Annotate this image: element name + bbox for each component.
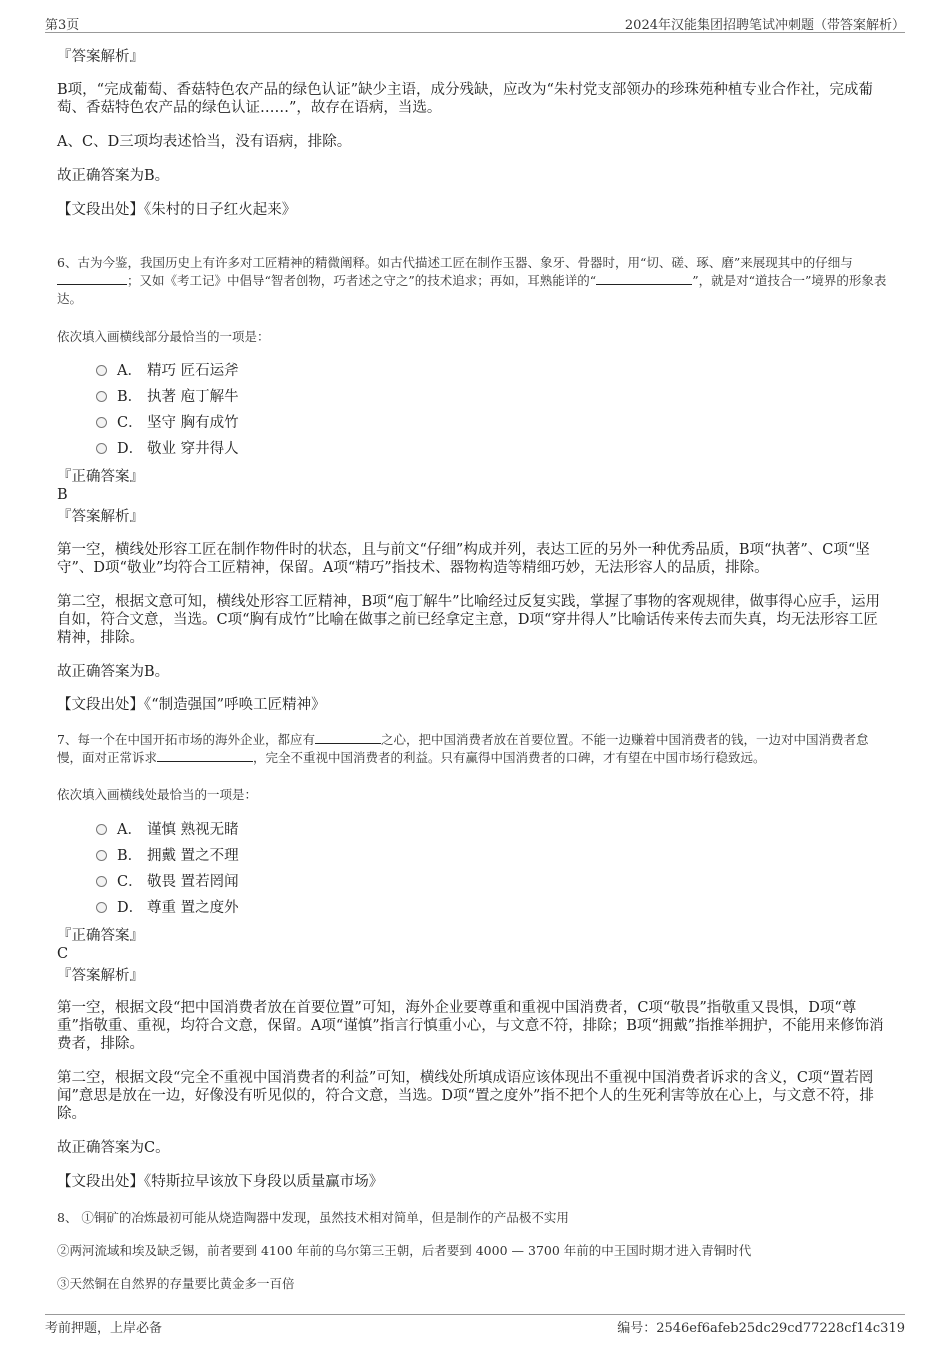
q7-option-b[interactable]: B． 拥戴 置之不理 bbox=[96, 847, 239, 865]
analysis-label: 『答案解析』 bbox=[57, 968, 144, 984]
q7-stem: 7、每一个在中国开拓市场的海外企业，都应有 之心，把中国消费者放在首要位置。不能一边赚着中国消费者的钱，一边对中国消费者怠慢，面对正常诉求 ，完全不重视中国消费者的利益。只有赢得中国消费者的口碑，才有望在中国市场行稳致远。 bbox=[57, 732, 869, 765]
q7-analysis-p1: 第一空，根据文段“把中国消费者放在首要位置”可知，海外企业要尊重和重视中国消费者，C项“敬畏”指敬重又畏惧，D项“尊重”指敬重、重视，均符合文意，保留。A项“谨慎”指言行慎重小心，与文意不符，排除；B项“拥戴”指推举拥护，不能用来修饰消费者，排除。 bbox=[57, 1000, 884, 1052]
q7-blank-2 bbox=[157, 749, 253, 762]
q7-answer: C bbox=[57, 946, 69, 962]
q8-sentence-2: ②两河流域和埃及缺乏锡，前者要到 4100 年前的乌尔第三王朝，后者要到 4000 — 3700 年前的中王国时期才进入青铜时代 bbox=[57, 1243, 752, 1258]
q7-prompt: 依次填入画横线处最恰当的一项是： bbox=[57, 787, 258, 802]
q6-option-b[interactable]: B． 执著 庖丁解牛 bbox=[96, 388, 239, 406]
analysis-label: 『答案解析』 bbox=[57, 509, 144, 525]
radio-icon[interactable] bbox=[96, 850, 107, 861]
q6-analysis-p2: 第二空，根据文意可知，横线处形容工匠精神，B项“庖丁解牛”比喻经过反复实践，掌握了事物的客观规律，做事得心应手，运用自如，符合文意，当选。C项“胸有成竹”比喻在做事之前已经拿定主意，D项“穿井得人”比喻话传来传去而失真，均无法形容工匠精神，排除。 bbox=[57, 594, 880, 646]
analysis-label: 『答案解析』 bbox=[57, 49, 144, 65]
q5-source: 【文段出处】《朱村的日子红火起来》 bbox=[57, 202, 297, 218]
q5-analysis-p2: A、C、D三项均表述恰当，没有语病，排除。 bbox=[57, 134, 352, 150]
answer-label: 『正确答案』 bbox=[57, 469, 144, 485]
radio-icon[interactable] bbox=[96, 824, 107, 835]
radio-icon[interactable] bbox=[96, 365, 107, 376]
q5-analysis-p1: B项，“完成葡萄、香菇特色农产品的绿色认证”缺少主语，成分残缺，应改为“朱村党支部领办的珍珠苑种植专业合作社，完成葡萄、香菇特色农产品的绿色认证……”，故存在语病，当选。 bbox=[57, 82, 873, 116]
radio-icon[interactable] bbox=[96, 876, 107, 887]
document-title: 2024年汉能集团招聘笔试冲刺题（带答案解析） bbox=[624, 18, 905, 33]
footer-slogan: 考前押题，上岸必备 bbox=[45, 1321, 163, 1336]
q6-conclusion: 故正确答案为B。 bbox=[57, 664, 170, 680]
radio-icon[interactable] bbox=[96, 443, 107, 454]
q6-prompt: 依次填入画横线部分最恰当的一项是： bbox=[57, 329, 270, 344]
radio-icon[interactable] bbox=[96, 902, 107, 913]
radio-icon[interactable] bbox=[96, 391, 107, 402]
q6-answer: B bbox=[57, 487, 68, 503]
answer-label: 『正确答案』 bbox=[57, 928, 144, 944]
q7-source: 【文段出处】《特斯拉早该放下身段以质量赢市场》 bbox=[57, 1174, 384, 1190]
page-header bbox=[45, 14, 905, 33]
q5-conclusion: 故正确答案为B。 bbox=[57, 168, 170, 184]
q6-source: 【文段出处】《“制造强国”呼唤工匠精神》 bbox=[57, 697, 326, 713]
q8-sentence-1: 8、 ①铜矿的冶炼最初可能从烧造陶器中发现，虽然技术相对简单，但是制作的产品极不实用 bbox=[57, 1210, 569, 1225]
q6-analysis-p1: 第一空，横线处形容工匠在制作物件时的状态，且与前文“仔细”构成并列，表达工匠的另外一种优秀品质，B项“执著”、C项“坚守”、D项“敬业”均符合工匠精神，保留。A项“精巧”指技术、器物构造等精细巧妙，无法形容人的品质，排除。 bbox=[57, 542, 870, 576]
q8-sentence-3: ③天然铜在自然界的存量要比黄金多一百倍 bbox=[57, 1276, 295, 1291]
q6-option-c[interactable]: C． 坚守 胸有成竹 bbox=[96, 414, 239, 432]
q7-analysis-p2: 第二空，根据文段“完全不重视中国消费者的利益”可知，横线处所填成语应该体现出不重视中国消费者诉求的含义，C项“置若罔闻”意思是放在一边，好像没有听见似的，符合文意，当选。D项“置之度外”指不把个人的生死利害等放在心上，与文意不符，排除。 bbox=[57, 1070, 874, 1122]
q6-blank-2 bbox=[596, 272, 692, 285]
q7-conclusion: 故正确答案为C。 bbox=[57, 1140, 170, 1156]
radio-icon[interactable] bbox=[96, 417, 107, 428]
page-number: 第3页 bbox=[45, 18, 80, 33]
q6-blank-1 bbox=[57, 272, 127, 285]
page-footer bbox=[45, 1314, 905, 1335]
q7-option-c[interactable]: C． 敬畏 置若罔闻 bbox=[96, 873, 239, 891]
q6-option-a[interactable]: A． 精巧 匠石运斧 bbox=[96, 362, 239, 380]
q7-blank-1 bbox=[315, 731, 381, 744]
q7-option-a[interactable]: A． 谨慎 熟视无睹 bbox=[96, 821, 239, 839]
q6-option-d[interactable]: D． 敬业 穿井得人 bbox=[96, 440, 239, 458]
q6-stem: 6、古为今鉴，我国历史上有许多对工匠精神的精微阐释。如古代描述工匠在制作玉器、象牙、骨器时，用“切、磋、琢、磨”来展现其中的仔细与；又如《考工记》中倡导“智者创物，巧者述之守之”的技术追求；再如，耳熟能详的“ ”，就是对“道技合一”境界的形象表达。 bbox=[57, 255, 887, 306]
q7-option-d[interactable]: D． 尊重 置之度外 bbox=[96, 899, 239, 917]
document-code: 编号：2546ef6afeb25dc29cd77228cf14c319 bbox=[617, 1321, 905, 1336]
